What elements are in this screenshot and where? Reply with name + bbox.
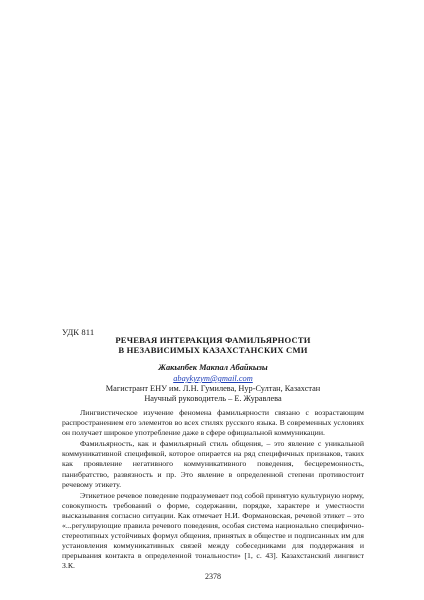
article-title-line-1: РЕЧЕВАЯ ИНТЕРАКЦИЯ ФАМИЛЬЯРНОСТИ (115, 335, 311, 345)
author-name: Жакыпбек Макпал Абайкызы (158, 363, 268, 372)
article-body (62, 408, 364, 573)
scientific-supervisor: Научный руководитель – Е. Журавлева (144, 394, 282, 403)
author-email-link[interactable]: abaykyzym@gmail.com (173, 374, 253, 383)
body-paragraph: Этикетное речевое поведение подразумевает под собой принятую культурную норму, совокупность требований о форме, содержании, порядке, характере и уместности высказывания согласно ситуации. Как отмечает Н.И. Формановская, речевой этикет – это «...регулирующие правила речевого поведения, особая система национально специфично-стереотипных устойчивых формул общения, принятых в обществе и подписанных им для установления коммуникативных связей между собеседниками для поддержания и прерывания контакта в определенной тональности» [1, с. 43]. Казахстанский лингвист З.К. (62, 490, 364, 571)
article-title-line-2: В НЕЗАВИСИМЫХ КАЗАХСТАНСКИХ СМИ (118, 345, 308, 355)
body-paragraph: Лингвистическое изучение феномена фамильярности связано с возрастающим распространением его элементов во всех стилях русского языка. В современных условиях он получает широкое употребление даже в сфере официальной коммуникации. (62, 408, 364, 438)
body-paragraph: Фамильярность, как и фамильярный стиль общения, – это явление с уникальной коммуникативной спецификой, которое опирается на ряд специфичных признаков, таких как проявление негативного коммуникативного поведения, бесцеремонность, панибратство, развязность и пр. Это явление в определенной степени противостоит речевому этикету. (62, 439, 364, 489)
page-number: 2378 (205, 572, 221, 581)
author-affiliation: Магистрант ЕНУ им. Л.Н. Гумилева, Нур-Султан, Казахстан (105, 384, 321, 393)
udk-code: УДК 811 (62, 327, 95, 337)
